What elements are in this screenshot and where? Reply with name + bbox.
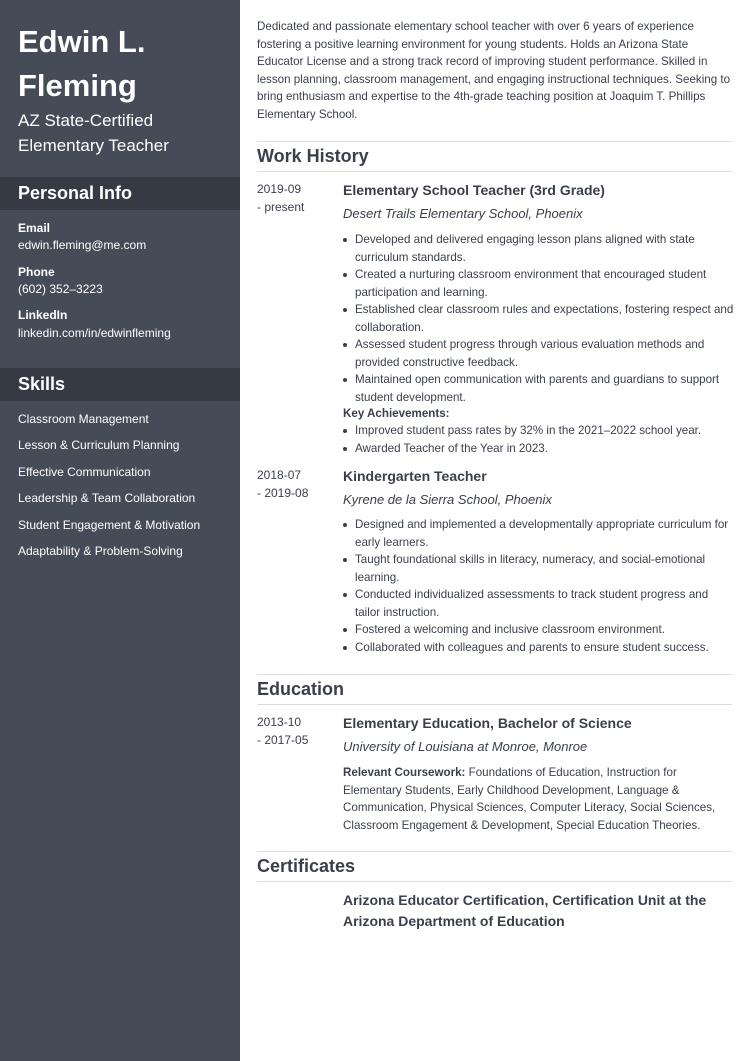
candidate-name: Edwin L. Fleming <box>18 24 146 103</box>
list-item: Taught foundational skills in literacy, numeracy, and social-emotional learning. <box>343 551 735 586</box>
skill-item: Effective Communication <box>18 465 151 479</box>
phone-value[interactable]: (602) 352–3223 <box>18 282 103 296</box>
personal-info-heading: Personal Info <box>0 177 240 210</box>
skill-item: Classroom Management <box>18 412 149 426</box>
achievements-label: Key Achievements: <box>343 407 450 420</box>
job-date-end: - present <box>257 200 305 214</box>
list-item: Awarded Teacher of the Year in 2023. <box>343 440 735 458</box>
edu-date-end: - 2017-05 <box>257 733 309 747</box>
coursework-label: Relevant Coursework: <box>343 766 466 779</box>
phone-label: Phone <box>18 265 55 279</box>
edu-date-start: 2013-10 <box>257 715 302 729</box>
achievements-bullets <box>343 422 735 457</box>
section-divider <box>257 704 732 705</box>
job-company: Desert Trails Elementary School, Phoenix <box>343 206 583 221</box>
skills-heading: Skills <box>0 368 240 401</box>
linkedin-label: LinkedIn <box>18 308 68 322</box>
section-divider <box>257 141 732 142</box>
list-item: Improved student pass rates by 32% in the 2021–2022 school year. <box>343 422 735 440</box>
skill-item: Leadership & Team Collaboration <box>18 491 196 505</box>
education-heading: Education <box>257 679 345 699</box>
degree-title: Elementary Education, Bachelor of Science <box>343 715 632 731</box>
list-item: Created a nurturing classroom environment that encouraged student participation and learning. <box>343 266 735 301</box>
school-name: University of Louisiana at Monroe, Monroe <box>343 739 588 754</box>
certificates-heading: Certificates <box>257 856 356 876</box>
email-value[interactable]: edwin.fleming@me.com <box>18 238 147 252</box>
job-date-end: - 2019-08 <box>257 486 309 500</box>
summary-text: Dedicated and passionate elementary school teacher with over 6 years of experience fostering a positive learning environment for young students. Holds an Arizona State Educator License and a strong track record of improving student performance. Skilled in lesson planning, classroom management, and engaging instructional techniques. Seeking to bring enthusiasm and expertise to the 4th-grade teaching position at Joaquim T. Phillips Elementary School. <box>257 20 731 121</box>
skill-item: Lesson & Curriculum Planning <box>18 438 180 452</box>
list-item: Collaborated with colleagues and parents to ensure student success. <box>343 639 735 657</box>
email-label: Email <box>18 221 51 235</box>
job-date-start: 2019-09 <box>257 182 302 196</box>
candidate-title: AZ State-Certified Elementary Teacher <box>18 111 169 155</box>
list-item: Established clear classroom rules and expectations, fostering respect and collaboration. <box>343 301 735 336</box>
section-divider <box>257 674 732 675</box>
job-company: Kyrene de la Sierra School, Phoenix <box>343 492 552 507</box>
job-bullets <box>343 516 735 656</box>
section-divider <box>257 851 732 852</box>
section-divider <box>257 881 732 882</box>
linkedin-value[interactable]: linkedin.com/in/edwinfleming <box>18 326 171 340</box>
list-item: Fostered a welcoming and inclusive classroom environment. <box>343 621 735 639</box>
list-item: Maintained open communication with parents and guardians to support student development. <box>343 371 735 406</box>
work-history-heading: Work History <box>257 146 369 166</box>
list-item: Assessed student progress through various evaluation methods and provided constructive feedback. <box>343 336 735 371</box>
sidebar <box>0 0 240 1061</box>
list-item: Developed and delivered engaging lesson plans aligned with state curriculum standards. <box>343 231 735 266</box>
list-item: Designed and implemented a developmentally appropriate curriculum for early learners. <box>343 516 735 551</box>
certificate-item: Arizona Educator Certification, Certification Unit at the Arizona Department of Education <box>343 892 707 929</box>
job-title: Elementary School Teacher (3rd Grade) <box>343 182 605 198</box>
coursework <box>343 764 735 834</box>
skill-item: Adaptability & Problem-Solving <box>18 544 183 558</box>
skill-item: Student Engagement & Motivation <box>18 518 201 532</box>
coursework-text: Foundations of Education, Instruction for Elementary Students, Early Childhood Development, Language & Communication, Physical Sciences, Computer Literacy, Social Sciences, Classroom Engagement & Development, Special Education Theories. <box>343 766 716 832</box>
job-title: Kindergarten Teacher <box>343 468 487 484</box>
section-divider <box>257 171 732 172</box>
job-bullets <box>343 231 735 406</box>
job-date-start: 2018-07 <box>257 468 302 482</box>
list-item: Conducted individualized assessments to track student progress and tailor instruction. <box>343 586 735 621</box>
